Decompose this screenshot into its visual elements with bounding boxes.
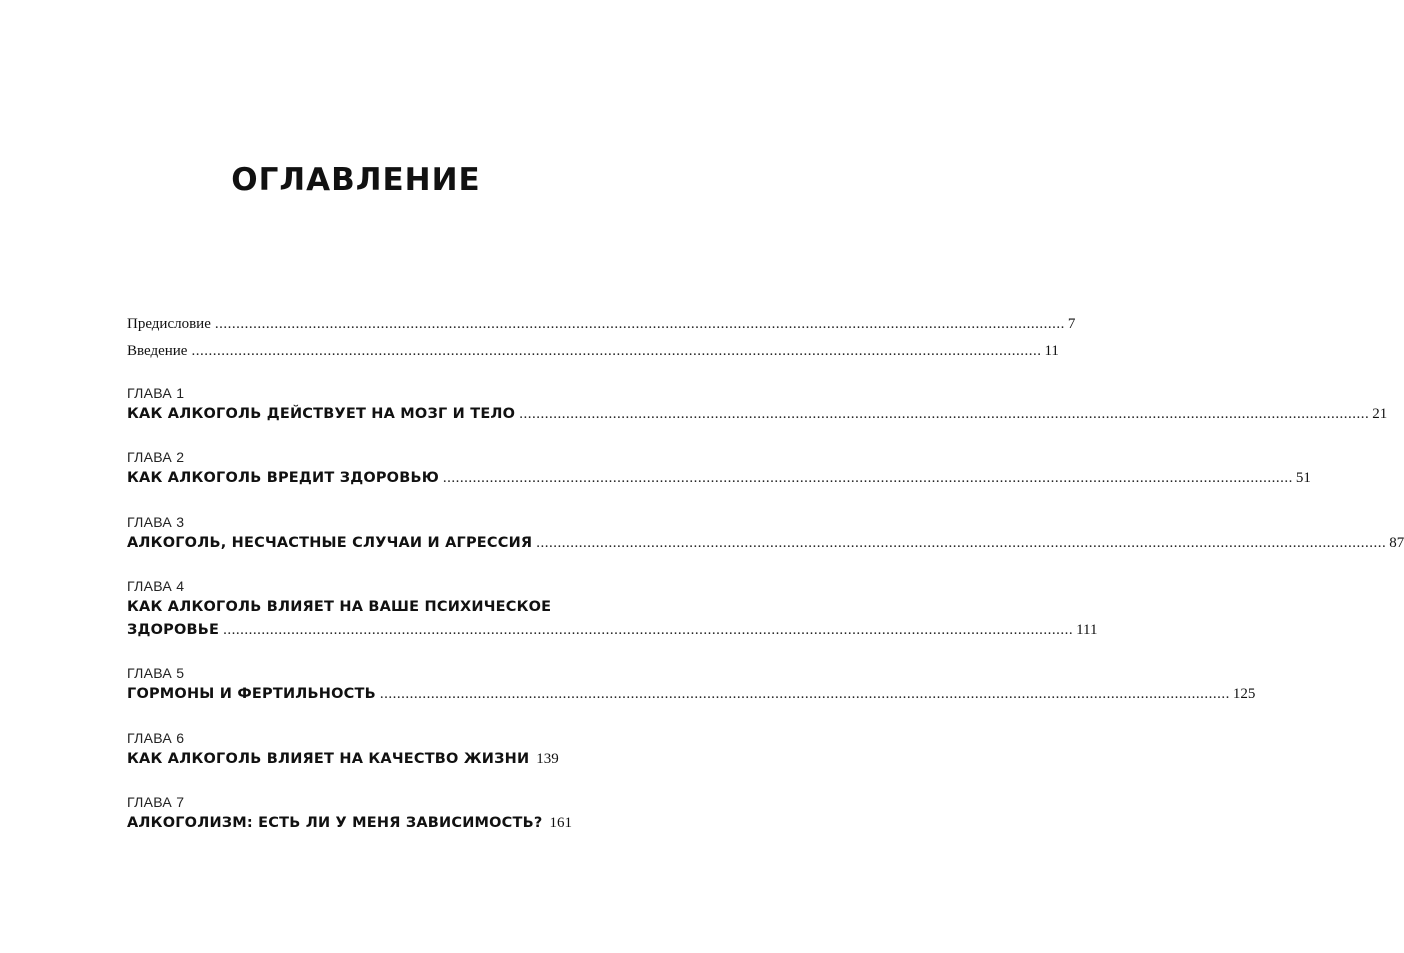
chapter-title: КАК АЛКОГОЛЬ ВЛИЯЕТ НА КАЧЕСТВО ЖИЗНИ	[127, 751, 530, 767]
toc-entry-chapter-2[interactable]	[127, 470, 1311, 487]
chapter-title: ГОРМОНЫ И ФЕРТИЛЬНОСТЬ	[127, 686, 376, 702]
toc-page-number: 87	[1389, 535, 1404, 551]
chapter-title-line-1[interactable]: КАК АЛКОГОЛЬ ВЛИЯЕТ НА ВАШЕ ПСИХИЧЕСКОЕ	[127, 599, 552, 615]
dot-leader: ........................................................................................................................................................................................................	[442, 470, 1293, 486]
chapter-title-line-2: ЗДОРОВЬЕ	[127, 622, 220, 638]
chapter-title: КАК АЛКОГОЛЬ ВРЕДИТ ЗДОРОВЬЮ	[127, 470, 439, 486]
toc-entry-chapter-3[interactable]	[127, 535, 1404, 552]
dot-leader: ........................................................................................................................................................................................................	[214, 316, 1065, 332]
toc-entry-chapter-6[interactable]	[127, 751, 558, 768]
toc-page-number: 11	[1044, 343, 1059, 359]
dot-leader: ........................................................................................................................................................................................................	[191, 343, 1042, 359]
toc-page-number: 111	[1076, 622, 1098, 638]
toc-entry-chapter-4[interactable]	[127, 622, 1098, 639]
toc-entry-chapter-7[interactable]	[127, 815, 572, 832]
chapter-number: ГЛАВА 1	[127, 385, 185, 401]
toc-entry-chapter-5[interactable]	[127, 686, 1256, 703]
chapter-number: ГЛАВА 4	[127, 578, 185, 594]
toc-page-number: 139	[536, 751, 559, 767]
toc-page-number: 51	[1295, 470, 1311, 486]
toc-entry-label: Предисловие	[127, 316, 211, 332]
toc-entry-label: Введение	[127, 343, 188, 359]
chapter-number: ГЛАВА 7	[127, 794, 185, 810]
toc-page-number: 125	[1232, 686, 1256, 702]
chapter-title: АЛКОГОЛИЗМ: ЕСТЬ ЛИ У МЕНЯ ЗАВИСИМОСТЬ?	[127, 815, 543, 831]
chapter-number: ГЛАВА 3	[127, 514, 185, 530]
page-title: ОГЛАВЛЕНИЕ	[231, 162, 481, 198]
dot-leader: ........................................................................................................................................................................................................	[379, 686, 1230, 702]
chapter-number: ГЛАВА 2	[127, 449, 185, 465]
toc-page-number: 161	[549, 815, 572, 831]
chapter-number: ГЛАВА 5	[127, 665, 185, 681]
toc-entry-introduction[interactable]	[127, 343, 1059, 360]
chapter-title: АЛКОГОЛЬ, НЕСЧАСТНЫЕ СЛУЧАИ И АГРЕССИЯ	[127, 535, 533, 551]
toc-entry-preface[interactable]	[127, 316, 1076, 333]
chapter-number: ГЛАВА 6	[127, 730, 185, 746]
toc-page-number: 7	[1067, 316, 1076, 332]
dot-leader: ........................................................................................................................................................................................................	[536, 535, 1387, 551]
chapter-title: КАК АЛКОГОЛЬ ДЕЙСТВУЕТ НА МОЗГ И ТЕЛО	[127, 406, 516, 422]
toc-page-number: 21	[1372, 406, 1388, 422]
dot-leader: ........................................................................................................................................................................................................	[223, 622, 1074, 638]
toc-entry-chapter-1[interactable]	[127, 406, 1388, 423]
dot-leader: ........................................................................................................................................................................................................	[519, 406, 1370, 422]
